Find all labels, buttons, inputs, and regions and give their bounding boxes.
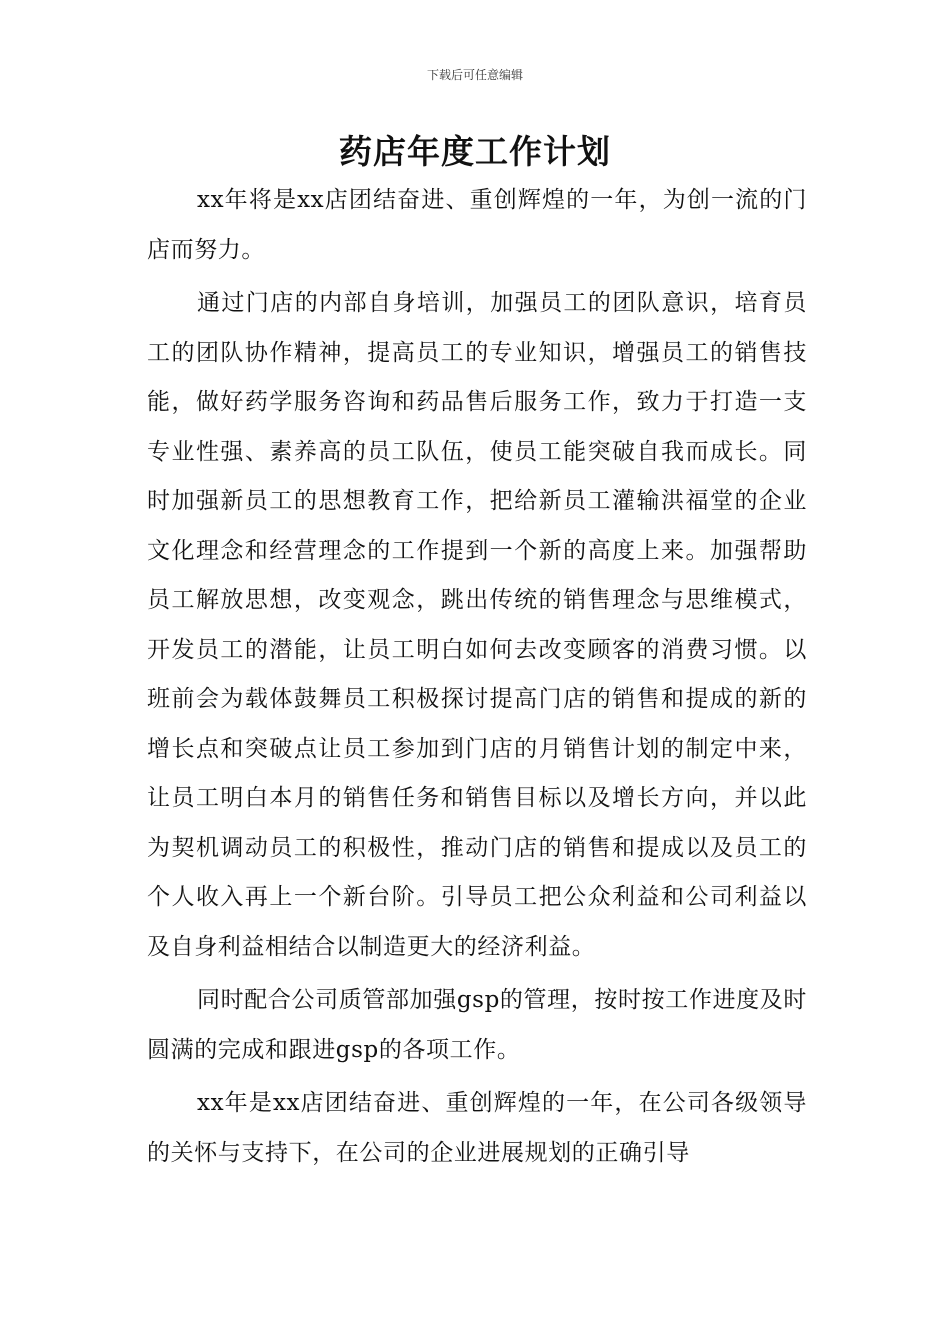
document-body [147, 176, 807, 1182]
paragraph-training: 通过门店的内部自身培训，加强员工的团队意识，培育员工的团队协作精神，提高员工的专业知识，增强员工的销售技能，做好药学服务咨询和药品售后服务工作，致力于打造一支专业性强、素养高的员工队伍，使员工能突破自我而成长。同时加强新员工的思想教育工作，把给新员工灌输洪福堂的企业文化理念和经营理念的工作提到一个新的高度上来。加强帮助员工解放思想，改变观念，跳出传统的销售理念与思维模式，开发员工的潜能，让员工明白如何去改变顾客的消费习惯。以班前会为载体鼓舞员工积极探讨提高门店的销售和提成的新的增长点和突破点让员工参加到门店的月销售计划的制定中来，让员工明白本月的销售任务和销售目标以及增长方向，并以此为契机调动员工的积极性，推动门店的销售和提成以及员工的个人收入再上一个新台阶。引导员工把公众利益和公司利益以及自身利益相结合以制造更大的经济利益。 [147, 290, 807, 960]
paragraph-intro: xx年将是xx店团结奋进、重创辉煌的一年，为创一流的门店而努力。 [147, 187, 807, 263]
paragraph-outlook: xx年是xx店团结奋进、重创辉煌的一年，在公司各级领导的关怀与支持下，在公司的企业进展规划的正确引导 [147, 1090, 807, 1166]
header-note: 下载后可任意编辑 [426, 68, 523, 82]
document-title: 药店年度工作计划 [339, 132, 611, 171]
paragraph-gsp: 同时配合公司质管部加强gsp的管理，按时按工作进度及时圆满的完成和跟进gsp的各项工作。 [147, 987, 807, 1063]
